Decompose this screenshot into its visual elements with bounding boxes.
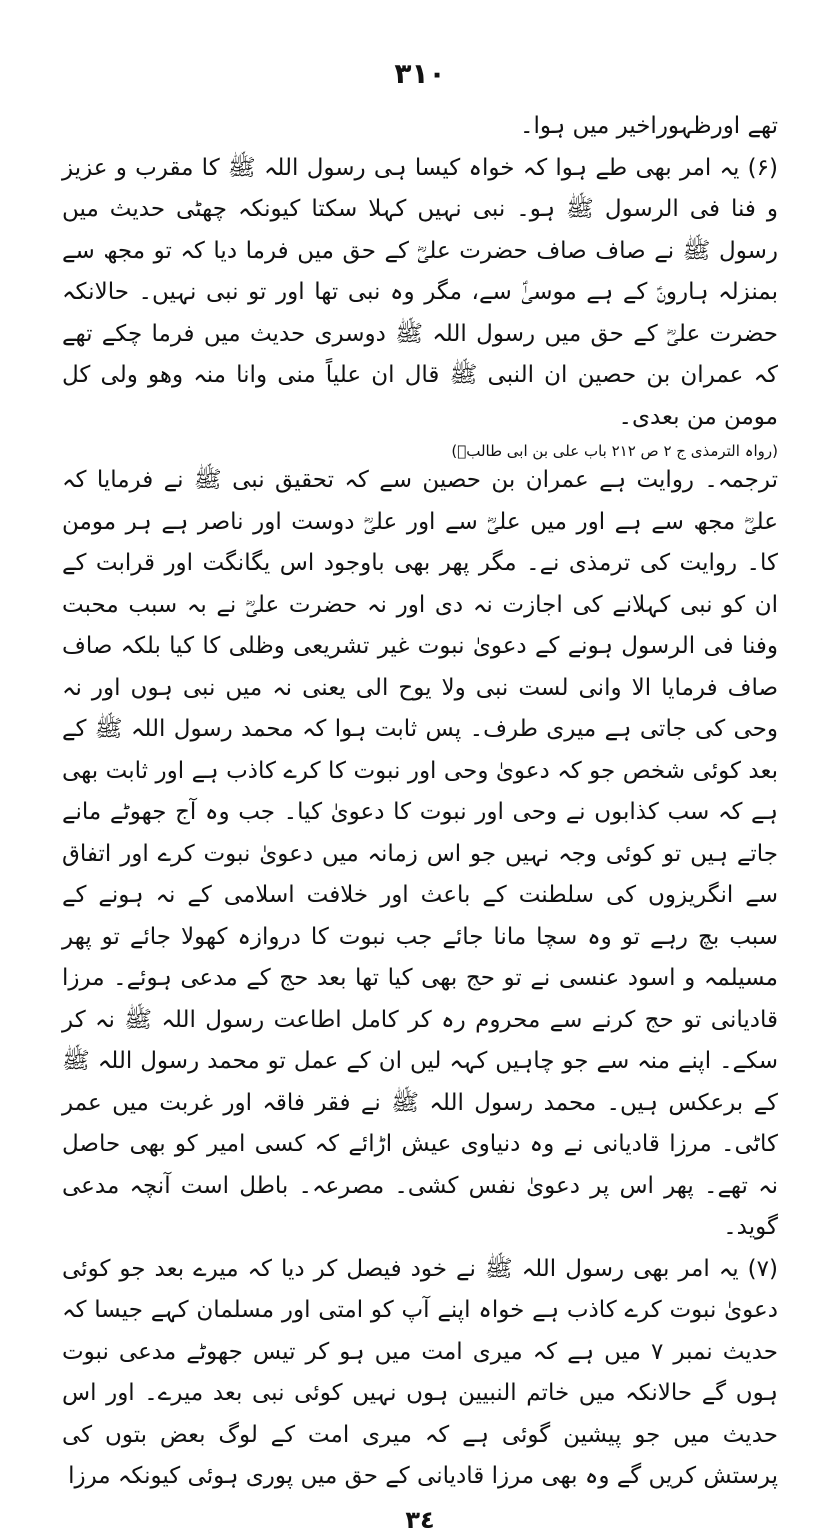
body-text bbox=[62, 106, 778, 1498]
paragraph-1: تھے اورظہوراخیر میں ہوا۔ bbox=[519, 113, 778, 139]
page-number-top: ٣١٠ bbox=[394, 57, 446, 90]
hadith-citation: (رواہ الترمذی ج ۲ ص ۲۱۲ باب علی بن ابی طالبؓ) bbox=[451, 442, 778, 460]
paragraph-4: (۷) یہ امر بھی رسول اللہ ﷺ نے خود فیصل کر دیا کہ میرے بعد جو کوئی دعویٰ نبوت کرے کاذب ہے خواہ اپنے آپ کو امتی اور مسلمان کہے جیسا کہ حدیث نمبر ۷ میں ہے کہ میری امت میں ہو کر تیس جھوٹے مدعی نبوت ہوں گے حالانکہ میں خاتم النبیین ہوں نہیں کوئی نبی بعد میرے۔ اور اس حدیث میں جو پیشین گوئی ہے کہ میری امت کے لوگ بعض بتوں کی پرستش کریں گے وہ بھی مرزا قادیانی کے حق میں پوری ہوئی کیونکہ مرزا bbox=[62, 1255, 778, 1489]
paragraph-3: ترجمہ۔ روایت ہے عمران بن حصین سے کہ تحقیق نبی ﷺ نے فرمایا کہ علیؓ مجھ سے ہے اور میں علیؓ سے اور علیؓ دوست اور ناصر ہے ہر مومن کا۔ روایت کی ترمذی نے۔ مگر پھر بھی باوجود اس یگانگت اور قرابت کے ان کو نبی کہلانے کی اجازت نہ دی اور نہ حضرت علیؓ نے بہ سبب محبت وفنا فی الرسول ہونے کے دعویٰ نبوت غیر تشریعی وظلی کا کیا بلکہ صاف صاف فرمایا الا وانی لست نبی ولا یوح الی یعنی نہ میں نبی ہوں اور نہ وحی کی جاتی ہے میری طرف۔ پس ثابت ہوا کہ محمد رسول اللہ ﷺ کے بعد کوئی شخص جو کہ دعویٰ وحی اور نبوت کا کرے کاذب ہے اور ثابت بھی ہے کہ سب کذابوں نے وحی اور نبوت کا دعویٰ کیا۔ جب وہ آج جھوٹے مانے جاتے ہیں تو کوئی وجہ نہیں جو اس زمانہ میں دعویٰ نبوت کرے اور اتفاق سے انگریزوں کی سلطنت کے باعث اور خلافت اسلامی کے نہ ہونے کے سبب بچ رہے تو وہ سچا مانا جائے جب نبوت کا دروازہ کھولا جائے تو پھر مسیلمہ و اسود عنسی نے تو حج بھی کیا تھا بعد حج کے مدعی ہوئے۔ مرزا قادیانی تو حج کرنے سے محروم رہ کر کامل اطاعت رسول اللہ ﷺ نہ کر سکے۔ اپنے منہ سے جو چاہیں کہہ لیں ان کے عمل تو محمد رسول اللہ ﷺ کے برعکس ہیں۔ محمد رسول اللہ ﷺ نے فقر فاقہ اور غربت میں عمر کاٹی۔ مرزا قادیانی نے وہ دنیاوی عیش اڑائے کہ کسی امیر کو بھی حاصل نہ تھے۔ پھر اس پر دعویٰ نفس کشی۔ مصرعہ۔ باطل است آنچہ مدعی گوید۔ bbox=[62, 467, 778, 1240]
paragraph-2: (۶) یہ امر بھی طے ہوا کہ خواہ کیسا ہی رسول اللہ ﷺ کا مقرب و عزیز و فنا فی الرسول ﷺ ہو۔ نبی نہیں کہلا سکتا کیونکہ چھٹی حدیث میں رسول ﷺ نے صاف صاف حضرت علیؓ کے حق میں فرما دیا کہ تو مجھ سے بمنزلہ ہارونؑ کے ہے موسیٰؑ سے، مگر وہ نبی تھا اور تو نبی نہیں۔ حالانکہ حضرت علیؓ کے حق میں رسول اللہ ﷺ دوسری حدیث میں فرما چکے تھے کہ عمران بن حصین ان النبی ﷺ قال ان علیاً منی وانا منہ وھو ولی کل مومن من بعدی۔ bbox=[62, 154, 778, 430]
page-number-bottom: ٣٤ bbox=[405, 1506, 435, 1534]
